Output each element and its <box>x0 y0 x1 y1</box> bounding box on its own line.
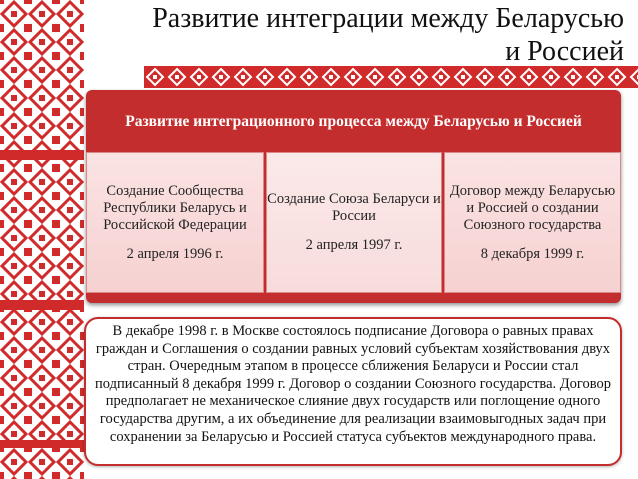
milestone-text: Договор между Беларусью и Россией о создании Союзного государства <box>449 182 616 233</box>
milestone-1996 <box>86 152 264 293</box>
ornament-top-band <box>144 66 638 88</box>
milestone-text: Создание Сообщества Республики Беларусь и Российской Федерации <box>103 182 247 233</box>
description-box: В декабре 1998 г. в Москве состоялось подписание Договора о равных правах граждан и Соглашения о создании равных условий субъектам хозяйствования двух стран. Очередным этапом в процессе сближения Беларуси и России стал подписанный 8 декабря 1999 г. Договор о создании Союзного государства. Договор предполагает не механическое слияние двух государств или поглощение одного государства другим, а их объединение для реализации взаимовыгодных задач при сохранении за Беларусью и Россией статуса субъектов международного права. <box>84 317 622 466</box>
slide-title-line-2: и Россией <box>505 36 624 67</box>
milestone-date: 2 апреля 1996 г. <box>126 245 224 262</box>
slide-title-line-1: Развитие интеграции между Беларусью <box>152 3 624 34</box>
milestone-text: Создание Союза Беларуси и России <box>267 191 441 224</box>
slide-title <box>84 2 638 68</box>
milestone-date: 8 декабря 1999 г. <box>480 245 585 262</box>
ornament-left-strip <box>0 0 84 479</box>
milestone-date: 2 апреля 1997 г. <box>305 237 403 253</box>
milestone-1997 <box>266 152 442 293</box>
panel-header: Развитие интеграционного процесса между Беларусью и Россией <box>125 112 582 130</box>
milestone-1999 <box>444 152 621 293</box>
